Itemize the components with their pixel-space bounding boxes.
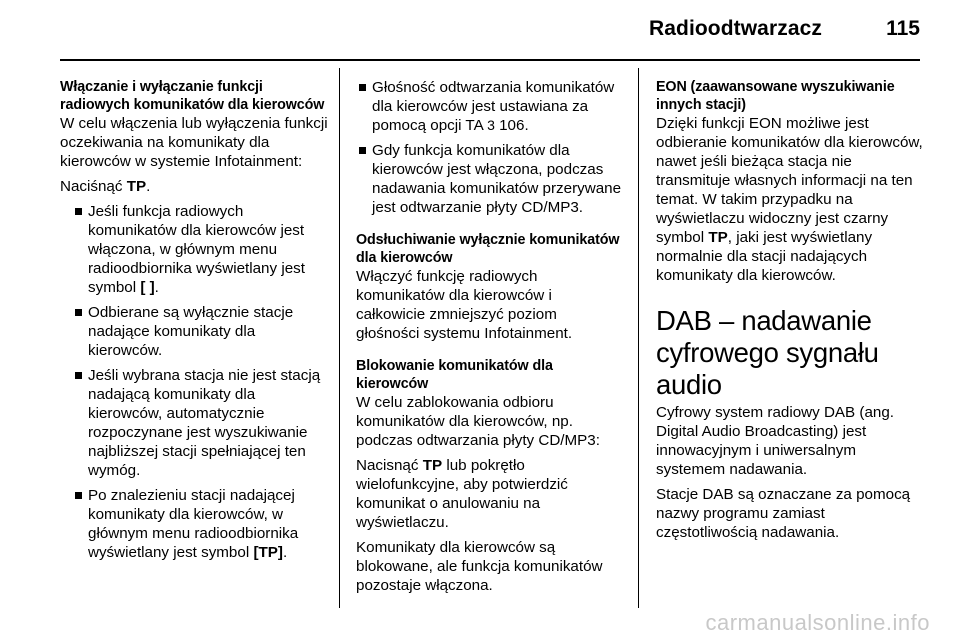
instruction-paragraph: Naciśnąć TP. — [60, 178, 151, 195]
paragraph: W celu włączenia lub wyłączenia funkcji oczekiwania na komunikaty dla kierowców w systemie Infotainment: — [60, 115, 328, 170]
section-heading-block-traffic: Blokowanie komunikatów dla kierowców — [356, 358, 553, 392]
symbol-text: [ ] — [140, 279, 155, 296]
bullet-list — [60, 202, 332, 562]
paragraph: Stacje DAB są oznaczane za pomocą nazwy programu zamiast częstotliwością nadawania. — [656, 486, 911, 541]
section-heading-eon: EON (zaawansowane wyszukiwanie innych stacji) — [656, 79, 895, 113]
paragraph: Komunikaty dla kierowców są blokowane, ale funkcja komunikatów pozostaje włączona. — [356, 539, 603, 594]
page-number: 115 — [886, 17, 920, 40]
symbol-text: [TP] — [253, 544, 283, 561]
column-1 — [60, 78, 332, 568]
symbol-text: TP — [708, 229, 728, 246]
list-item: Jeśli funkcja radiowych komunikatów dla kierowców jest włączona, w głównym menu radioodbiornika wyświetlany jest symbol [ ]. — [72, 202, 332, 297]
list-item: Po znalezieniu stacji nadającej komunikaty dla kierowców, w głównym menu radioodbiornika wyświetlany jest symbol [TP]. — [72, 486, 332, 562]
bullet-square-icon — [75, 492, 82, 499]
bullet-square-icon — [359, 84, 366, 91]
page-reference-arrow-icon: 3 — [487, 117, 495, 133]
button-name-tp: TP — [126, 178, 147, 195]
list-item: Jeśli wybrana stacja nie jest stacją nadającą komunikaty dla kierowców, automatycznie rozpoczynane jest wyszukiwanie najbliższej stacji spełniającej ten wymóg. — [72, 366, 332, 480]
running-header-title: Radioodtwarzacz — [648, 17, 822, 40]
watermark: carmanualsonline.info — [705, 610, 930, 635]
chapter-heading-dab: DAB – nadawanie cyfrowego sygnału audio — [656, 305, 879, 400]
paragraph: Włączyć funkcję radiowych komunikatów dla kierowców i całkowicie zmniejszyć poziom głośności systemu Infotainment. — [356, 268, 573, 342]
button-name-tp: TP — [422, 457, 443, 474]
section-heading-traffic-toggle: Włączanie i wyłączanie funkcji radiowych komunikatów dla kierowców — [60, 79, 325, 113]
paragraph: Cyfrowy system radiowy DAB (ang. Digital Audio Broadcasting) jest innowacyjnym i uniwersalnym systemem nadawania. — [656, 404, 895, 478]
bullet-square-icon — [75, 208, 82, 215]
list-item: Głośność odtwarzania komunikatów dla kierowców jest ustawiana za pomocą opcji TA 3 106. — [356, 78, 622, 135]
column-2 — [356, 78, 622, 601]
paragraph: W celu zablokowania odbioru komunikatów dla kierowców, np. podczas odtwarzania płyty CD/MP3: — [356, 394, 600, 449]
bullet-square-icon — [75, 309, 82, 316]
bullet-square-icon — [75, 372, 82, 379]
instruction-paragraph: Nacisnąć TP lub pokrętło wielofunkcyjne, aby potwierdzić komunikat o anulowaniu na wyświetlaczu. — [356, 457, 568, 531]
list-item: Odbierane są wyłącznie stacje nadające komunikaty dla kierowców. — [72, 303, 332, 360]
paragraph: Dzięki funkcji EON możliwe jest odbieranie komunikatów dla kierowców, nawet jeśli bieżąca stacja nie transmituje własnych informacji na ten temat. W takim przypadku na wyświetlaczu widoczny jest czarny symbol TP, jaki jest wyświetlany normalnie dla stacji nadających komunikaty dla kierowców. — [656, 115, 923, 284]
header-rule — [60, 59, 920, 61]
bullet-square-icon — [359, 147, 366, 154]
column-3 — [656, 78, 928, 548]
section-heading-traffic-only: Odsłuchiwanie wyłącznie komunikatów dla kierowców — [356, 232, 620, 266]
column-separator-2 — [638, 68, 639, 608]
list-item: Gdy funkcja komunikatów dla kierowców jest włączona, podczas nadawania komunikatów przerywane jest odtwarzanie płyty CD/MP3. — [356, 141, 622, 217]
column-separator-1 — [339, 68, 340, 608]
